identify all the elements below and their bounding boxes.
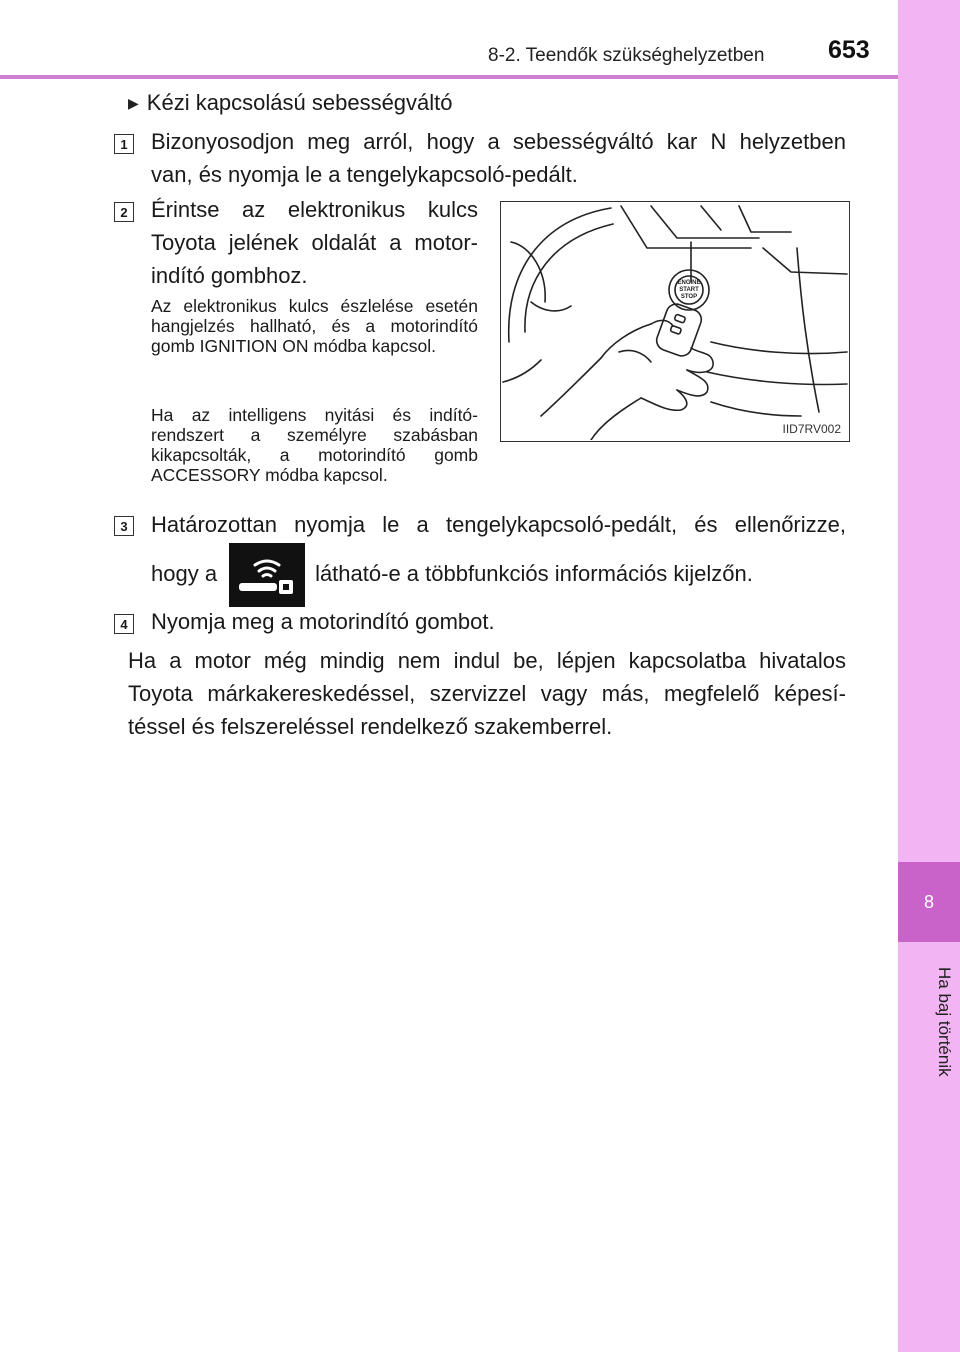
key-signal-icon: [229, 543, 305, 607]
step-number-1: 1: [114, 134, 134, 154]
triangle-right-icon: ▶: [128, 94, 139, 111]
step-1-line-2: van, és nyomja le a tengelykapcsoló-pedált.: [151, 162, 578, 187]
button-label-engine: ENGINE: [677, 280, 701, 286]
hand-holding-key-drawing: [501, 202, 848, 440]
section-heading-text: Kézi kapcsolású sebességváltó: [146, 90, 453, 115]
button-label-stop: STOP: [680, 294, 698, 300]
page-number: 653: [828, 36, 870, 64]
step-number-2: 2: [114, 202, 134, 222]
closing-paragraph: Ha a motor még mindig nem indul be, lépjen kapcsolatba hivatalos Toyota márkakereskedéssel, szervizzel vagy más, megfelelő képesí-téssel és felszereléssel rendelkező szakemberrel.: [128, 648, 846, 739]
step-4-text: Nyomja meg a motorindító gombot.: [151, 609, 495, 634]
step-2-note-1: Az elektronikus kulcs észlelése esetén hangjelzés hallható, és a motorindító gomb IGNITION ON módba kapcsol.: [151, 296, 478, 356]
step-2-note-2: Ha az intelligens nyitási és indító-rendszert a személyre szabásban kikapcsolták, a motorindító gomb ACCESSORY módba kapcsol.: [151, 405, 478, 485]
step-1-line-1: Bizonyosodjon meg arról, hogy a sebességváltó kar N helyzetben: [151, 129, 846, 154]
step-3-line-2: [151, 542, 851, 607]
step-3-line-1: Határozottan nyomja le a tengelykapcsoló-pedált, és ellenőrizze,: [151, 512, 846, 537]
illustration-code: IID7RV002: [782, 422, 841, 436]
start-button-label: [669, 272, 709, 308]
step-number-3: 3: [114, 516, 134, 536]
engine-start-illustration: [500, 201, 850, 442]
chapter-title: Ha baj történik: [935, 967, 954, 1077]
header-divider: [0, 75, 898, 79]
header-section-title: 8-2. Teendők szükséghelyzetben: [488, 45, 765, 66]
chapter-number: 8: [898, 862, 960, 942]
step-number-4: 4: [114, 614, 134, 634]
step-3-before-icon: hogy a: [151, 561, 218, 586]
step-2-text: Érintse az elektronikus kulcs Toyota jelének oldalát a motor-indító gombhoz.: [151, 197, 478, 288]
step-3-after-icon: látható-e a többfunkciós információs kijelzőn.: [315, 561, 753, 586]
chapter-side-tab: [898, 0, 960, 1352]
section-heading: [128, 90, 453, 116]
button-label-start: START: [679, 287, 699, 293]
